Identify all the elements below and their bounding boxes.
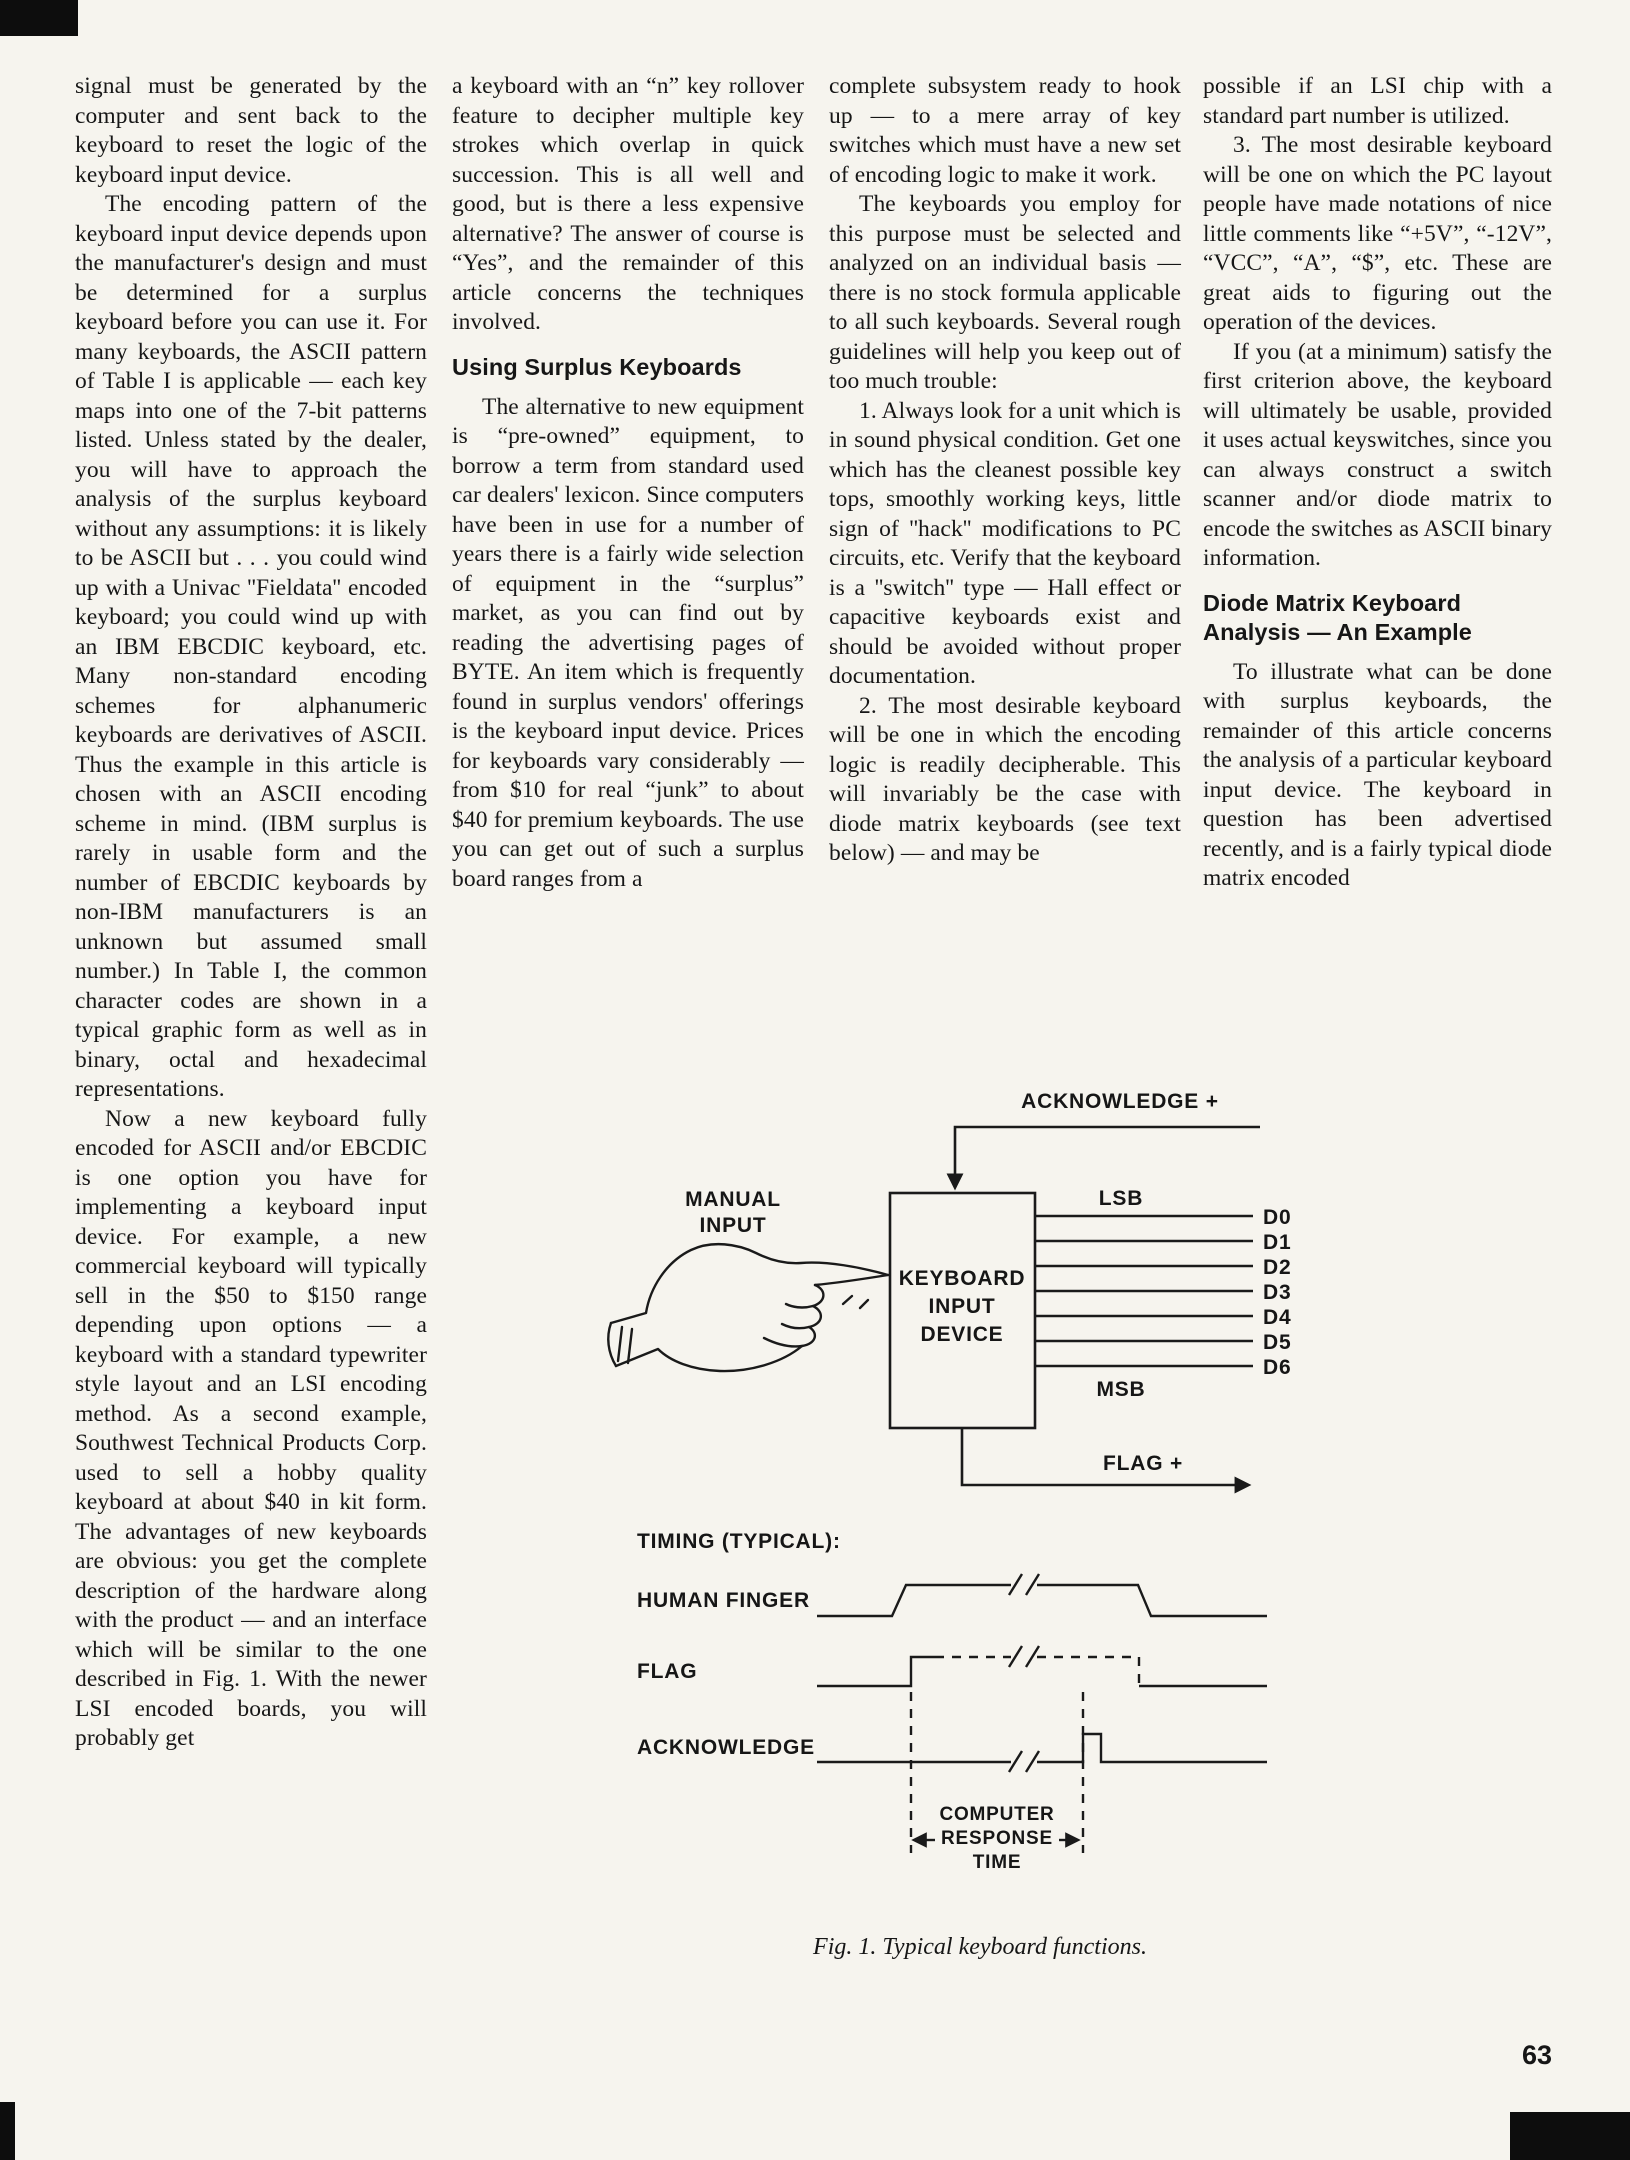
section-heading-using-surplus-keyboards: Using Surplus Keyboards: [452, 353, 742, 380]
response-label-line2: RESPONSE: [941, 1828, 1053, 1849]
acknowledge-waveform-label: ACKNOWLEDGE: [637, 1736, 815, 1759]
device-label-line2: INPUT: [928, 1295, 996, 1318]
data-bit-label-d3: D3: [1263, 1281, 1292, 1304]
paragraph: 3. The most desirable keyboard will be one on which the PC layout people have made notations of nice little comments like “+5V”, “-12V”, “VCC”, “A”, “$”, etc. These are great aids to figuring out the operation of the devices.: [1203, 132, 1552, 335]
paragraph: To illustrate what can be done with surplus keyboards, the remainder of this article concerns the analysis of a particular keyboard input device. The keyboard in question has been advertised recently, and is a fairly typical diode matrix encoded: [1203, 658, 1552, 891]
acknowledge-waveform: [817, 1734, 1267, 1772]
figure-caption: Fig. 1. Typical keyboard functions.: [813, 1934, 1147, 1960]
device-label-line3: DEVICE: [920, 1323, 1004, 1346]
data-bus-lines: [1035, 1216, 1253, 1366]
registration-mark-bottom-left: [0, 2102, 15, 2160]
text-column-2: [452, 72, 804, 894]
manual-input-label-line2: INPUT: [699, 1214, 767, 1237]
data-bit-label-d0: D0: [1263, 1206, 1292, 1229]
paragraph: possible if an LSI chip with a standard part number is utilized.: [1203, 73, 1552, 129]
data-bit-label-d2: D2: [1263, 1256, 1292, 1279]
break-mark: [1009, 1574, 1039, 1595]
lsb-label: LSB: [1098, 1187, 1144, 1210]
paragraph: a keyboard with an “n” key rollover feature to decipher multiple key strokes which overlap in quick succession. This is all well and good, but is there a less expensive alternative? The answer of course is “Yes”, and the remainder of this article concerns the techniques involved.: [452, 73, 804, 335]
human-finger-label: HUMAN FINGER: [637, 1589, 810, 1612]
flag-waveform-label: FLAG: [637, 1660, 698, 1683]
paragraph: If you (at a minimum) satisfy the first criterion above, the keyboard will ultimately be usable, provided it uses actual keyswitches, since you can always construct a switch scanner and/or diode matrix to encode the switches as ASCII binary information.: [1203, 338, 1552, 571]
registration-mark-top-left: [0, 0, 78, 36]
paragraph: The keyboards you employ for this purpose must be selected and analyzed on an individual basis — there is no stock formula applicable to all such keyboards. Several rough guidelines will help you keep out of too much trouble:: [829, 191, 1181, 394]
timing-title: TIMING (TYPICAL):: [637, 1530, 841, 1553]
msb-label: MSB: [1096, 1378, 1146, 1401]
paragraph: complete subsystem ready to hook up — to a mere array of key switches which must have a new set of encoding logic to make it work.: [829, 73, 1181, 188]
data-bit-label-d4: D4: [1263, 1306, 1292, 1329]
paragraph: signal must be generated by the computer and sent back to the keyboard to reset the logic of the keyboard input device.: [75, 73, 427, 188]
device-label-line1: KEYBOARD: [898, 1267, 1026, 1290]
registration-mark-bottom-right: [1510, 2112, 1630, 2160]
human-finger-waveform: [817, 1574, 1267, 1616]
response-label-line3: TIME: [972, 1852, 1022, 1873]
page-number: 63: [1521, 2040, 1552, 2070]
manual-input-label-line1: MANUAL: [685, 1188, 781, 1211]
break-mark: [1009, 1751, 1039, 1772]
paragraph: 2. The most desirable keyboard will be one in which the encoding logic is readily decipherable. This will invariably be the case with diode matrix keyboards (see text below) — and may be: [829, 692, 1181, 866]
hand-illustration: [608, 1244, 888, 1371]
response-label-line1: COMPUTER: [939, 1804, 1055, 1825]
flag-waveform: [817, 1646, 1267, 1686]
flag-plus-label: FLAG +: [1102, 1452, 1184, 1475]
paragraph: 1. Always look for a unit which is in sound physical condition. Get one which has the cleanest possible key tops, smoothly working keys, little sign of ''hack'' modifications to PC circuits, etc. Verify that the keyboard is a ''switch'' type — Hall effect or capacitive keyboards exist and should be avoided without proper documentation.: [829, 397, 1181, 689]
text-column-3: [829, 72, 1181, 869]
section-heading-diode-matrix-analysis: Diode Matrix Keyboard Analysis — An Example: [1203, 589, 1472, 645]
paragraph: The alternative to new equipment is “pre-owned” equipment, to borrow a term from standard used car dealers' lexicon. Since computers have been in use for a number of years there is a fairly wide selection of equipment in the “surplus” market, as you can find out by reading the advertising pages of BYTE. An item which is frequently found in surplus vendors' offerings is the keyboard input device. Prices for keyboards vary considerably — from $10 for real “junk” to about $40 for premium keyboards. The use you can get out of such a surplus board ranges from a: [452, 393, 804, 892]
figure-1: [555, 1078, 1575, 1908]
text-column-4: [1203, 72, 1552, 894]
acknowledge-signal-line: [955, 1127, 1260, 1182]
break-mark: [1009, 1646, 1039, 1667]
data-bit-label-d6: D6: [1263, 1356, 1292, 1379]
text-column-1: [75, 72, 427, 1754]
paragraph: Now a new keyboard fully encoded for ASCII and/or EBCDIC is one option you have for implementing a keyboard input device. For example, a new commercial keyboard will typically sell in the $50 to $150 range depending upon options — a keyboard with a standard typewriter style layout and an LSI encoding method. As a second example, Southwest Technical Products Corp. used to sell a hobby quality keyboard at about $40 in kit form. The advantages of new keyboards are obvious: you get the complete description of the hardware along with the product — and an interface which will be similar to the one described in Fig. 1. With the newer LSI encoded boards, you will probably get: [75, 1105, 427, 1751]
acknowledge-plus-label: ACKNOWLEDGE +: [1021, 1090, 1219, 1113]
data-bit-label-d1: D1: [1263, 1231, 1292, 1254]
data-bit-label-d5: D5: [1263, 1331, 1292, 1354]
paragraph: The encoding pattern of the keyboard input device depends upon the manufacturer's design and must be determined for a surplus keyboard before you can use it. For many keyboards, the ASCII pattern of Table I is applicable — each key maps into one of the 7-bit patterns listed. Unless stated by the dealer, you will have to approach the analysis of the surplus keyboard without any assumptions: it is likely to be ASCII but . . . you could wind up with a Univac ''Fieldata'' encoded keyboard; you could wind up with an IBM EBCDIC keyboard, etc. Many non-standard encoding schemes for alphanumeric keyboards are derivatives of ASCII. Thus the example in this article is chosen with an ASCII encoding scheme in mind. (IBM surplus is rarely in usable form and the number of EBCDIC keyboards by non-IBM manufacturers is an unknown but assumed small number.) In Table I, the common character codes are shown in a typical graphic form as well as in binary, octal and hexadecimal representations.: [75, 191, 427, 1102]
